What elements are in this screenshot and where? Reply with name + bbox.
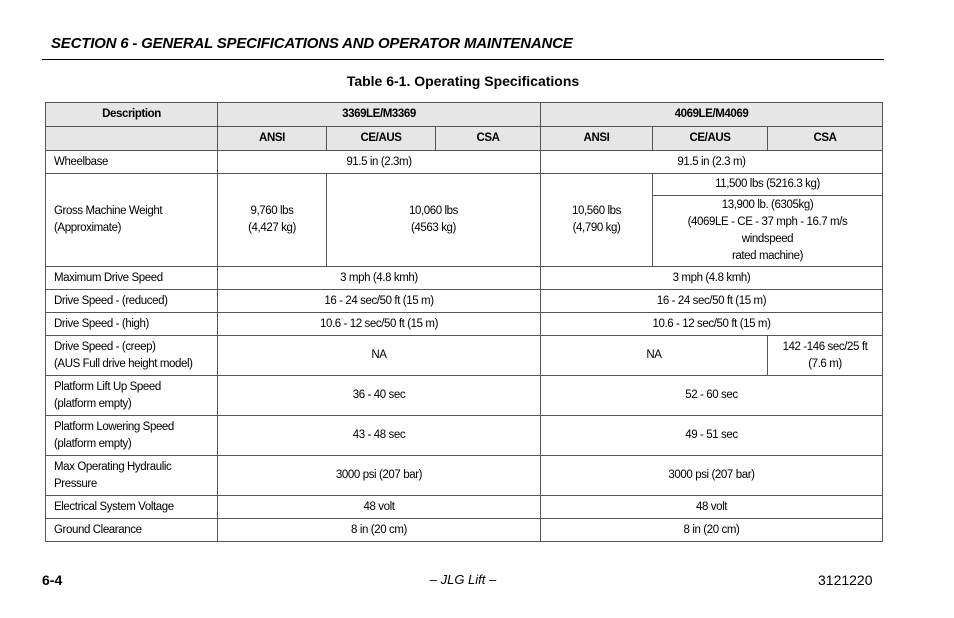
cell-value: 10,560 lbs (4,790 kg) xyxy=(541,174,653,267)
table-row xyxy=(46,336,883,376)
cell-value: 10.6 - 12 sec/50 ft (15 m) xyxy=(541,313,883,336)
cell-value: 52 - 60 sec xyxy=(541,376,883,416)
row-label: Wheelbase xyxy=(46,151,218,174)
table-header-row xyxy=(46,103,883,127)
cell-value: 3 mph (4.8 kmh) xyxy=(541,267,883,290)
row-label: Platform Lowering Speed (platform empty) xyxy=(46,416,218,456)
cell-value: 36 - 40 sec xyxy=(218,376,541,416)
document-number: 3121220 xyxy=(818,572,873,588)
cell-value: 3000 psi (207 bar) xyxy=(218,456,541,496)
table-row xyxy=(46,496,883,519)
cell-value: 48 volt xyxy=(541,496,883,519)
table-row xyxy=(46,456,883,496)
cell-value: NA xyxy=(541,336,768,376)
cell-value: NA xyxy=(218,336,541,376)
row-label: Electrical System Voltage xyxy=(46,496,218,519)
row-label: Ground Clearance xyxy=(46,519,218,542)
csa-header-a: CSA xyxy=(436,127,541,151)
cell-value: 8 in (20 cm) xyxy=(218,519,541,542)
cell-value: 13,900 lb. (6305kg) (4069LE - CE - 37 mph - 16.7 m/s windspeed rated machine) xyxy=(653,196,883,267)
cell-value: 43 - 48 sec xyxy=(218,416,541,456)
specifications-table xyxy=(45,102,883,542)
table-row xyxy=(46,416,883,456)
model-4069-header: 4069LE/M4069 xyxy=(541,103,883,127)
table-subheader-row xyxy=(46,127,883,151)
csa-header-b: CSA xyxy=(768,127,883,151)
ansi-header-a: ANSI xyxy=(218,127,327,151)
table-row xyxy=(46,519,883,542)
row-label: Drive Speed - (creep) (AUS Full drive height model) xyxy=(46,336,218,376)
cell-value: 48 volt xyxy=(218,496,541,519)
row-label: Drive Speed - (reduced) xyxy=(46,290,218,313)
description-header: Description xyxy=(46,103,218,127)
cell-value: 3 mph (4.8 kmh) xyxy=(218,267,541,290)
row-label: Max Operating Hydraulic Pressure xyxy=(46,456,218,496)
ansi-header-b: ANSI xyxy=(541,127,653,151)
table-row xyxy=(46,151,883,174)
blank-subheader xyxy=(46,127,218,151)
row-label: Platform Lift Up Speed (platform empty) xyxy=(46,376,218,416)
table-title: Table 6-1. Operating Specifications xyxy=(346,73,580,89)
row-label: Maximum Drive Speed xyxy=(46,267,218,290)
footer-title: – JLG Lift – xyxy=(429,572,497,587)
cell-value: 3000 psi (207 bar) xyxy=(541,456,883,496)
table-row xyxy=(46,376,883,416)
table-row xyxy=(46,267,883,290)
ce-aus-header-b: CE/AUS xyxy=(653,127,768,151)
cell-value: 16 - 24 sec/50 ft (15 m) xyxy=(541,290,883,313)
page-number: 6-4 xyxy=(42,572,63,588)
table-row xyxy=(46,174,883,196)
section-header: SECTION 6 - GENERAL SPECIFICATIONS AND OPERATOR MAINTENANCE xyxy=(51,35,573,52)
row-label: Gross Machine Weight (Approximate) xyxy=(46,174,218,267)
cell-value: 8 in (20 cm) xyxy=(541,519,883,542)
row-label: Drive Speed - (high) xyxy=(46,313,218,336)
model-3369-header: 3369LE/M3369 xyxy=(218,103,541,127)
header-rule xyxy=(42,59,884,60)
cell-value: 91.5 in (2.3 m) xyxy=(541,151,883,174)
cell-value: 16 - 24 sec/50 ft (15 m) xyxy=(218,290,541,313)
cell-value: 91.5 in (2.3m) xyxy=(218,151,541,174)
cell-value: 10.6 - 12 sec/50 ft (15 m) xyxy=(218,313,541,336)
cell-value: 10,060 lbs (4563 kg) xyxy=(327,174,541,267)
ce-aus-header-a: CE/AUS xyxy=(327,127,436,151)
cell-value: 49 - 51 sec xyxy=(541,416,883,456)
cell-value: 9,760 lbs (4,427 kg) xyxy=(218,174,327,267)
table-row xyxy=(46,313,883,336)
cell-value: 11,500 lbs (5216.3 kg) xyxy=(653,174,883,196)
cell-value: 142 -146 sec/25 ft (7.6 m) xyxy=(768,336,883,376)
table-row xyxy=(46,290,883,313)
